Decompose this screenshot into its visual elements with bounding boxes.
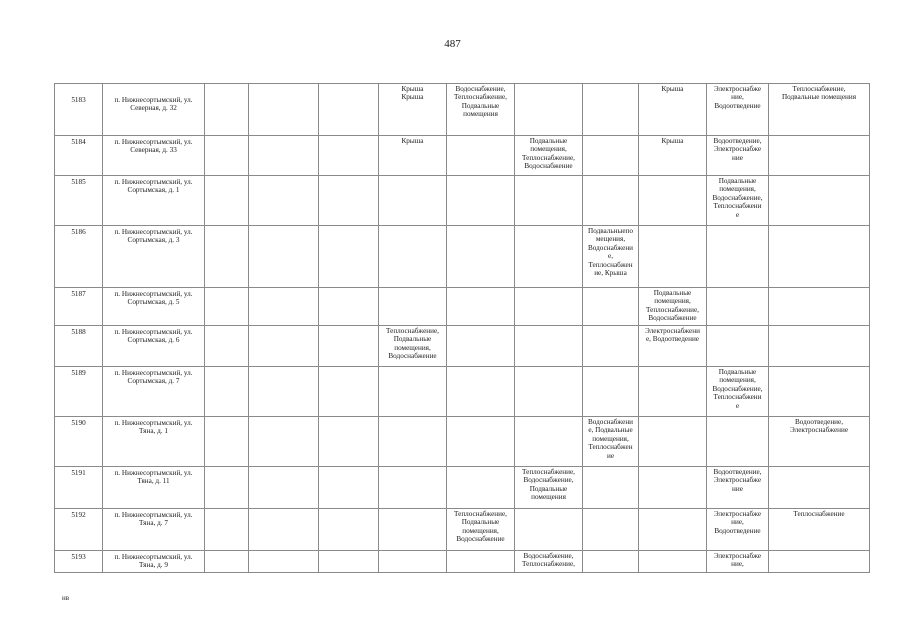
address-cell (103, 84, 205, 136)
work-text: Теплоснабжение (793, 510, 845, 518)
work-text: Теплоснабжение, Подвальные помещения, Водоснабжение (454, 510, 507, 544)
work-cell-col-3 (205, 551, 249, 573)
table-row (55, 176, 870, 226)
work-cell-col-4 (249, 551, 319, 573)
work-cell-col-7 (447, 367, 515, 417)
work-cell-col-6 (379, 509, 447, 551)
work-text: Подвальные помещения, Теплоснабжение, Водоснабжение (646, 289, 699, 323)
work-cell-col-3 (205, 226, 249, 288)
work-cell-col-3 (205, 367, 249, 417)
work-text: Водоотведение, Электроснабже ние (713, 137, 762, 162)
row-number: 5185 (55, 176, 103, 226)
work-cell-col-8 (515, 509, 583, 551)
work-cell-col-7 (447, 417, 515, 467)
work-cell-col-12 (769, 288, 870, 326)
work-cell-col-10 (639, 176, 707, 226)
address-text: п. Нижнесортымский, ул. Сортымская, д. 1 (114, 178, 193, 195)
row-number: 5190 (55, 417, 103, 467)
work-cell-col-4 (249, 417, 319, 467)
work-cell-col-4 (249, 509, 319, 551)
work-cell-col-8 (515, 136, 583, 176)
work-cell-col-3 (205, 136, 249, 176)
table-row (55, 226, 870, 288)
address-text: п. Нижнесортымский, ул. Тяна, д. 11 (114, 469, 193, 486)
table-row (55, 288, 870, 326)
work-cell-col-11 (707, 417, 769, 467)
work-cell-col-11 (707, 136, 769, 176)
work-cell-col-8 (515, 417, 583, 467)
work-cell-col-4 (249, 176, 319, 226)
work-cell-col-5 (319, 509, 379, 551)
work-cell-col-9 (583, 509, 639, 551)
work-cell-col-3 (205, 467, 249, 509)
work-cell-col-4 (249, 367, 319, 417)
work-cell-col-5 (319, 226, 379, 288)
table-row (55, 136, 870, 176)
work-cell-col-11 (707, 467, 769, 509)
work-text: Подвальные помещения, Теплоснабжение, Водоснабжение (522, 137, 575, 171)
work-cell-col-10 (639, 136, 707, 176)
work-cell-col-3 (205, 417, 249, 467)
work-text: Крыша Крыша (401, 85, 424, 102)
work-cell-col-12 (769, 467, 870, 509)
work-cell-col-8 (515, 326, 583, 367)
work-text: Подвальные помещения, Водоснабжение, Теплоснабжени е (712, 368, 763, 410)
work-cell-col-11 (707, 288, 769, 326)
work-text: Теплоснабжение, Подвальные помещения, Водоснабжение (386, 327, 439, 361)
row-number: 5184 (55, 136, 103, 176)
work-cell-col-7 (447, 288, 515, 326)
work-cell-col-12 (769, 509, 870, 551)
work-cell-col-6 (379, 326, 447, 367)
work-cell-col-8 (515, 467, 583, 509)
work-text: Электроснабжени е, Водоотведение (645, 327, 700, 344)
work-text: Водоснабжение, Теплоснабжение, (522, 552, 575, 569)
work-cell-col-4 (249, 226, 319, 288)
work-cell-col-12 (769, 176, 870, 226)
work-cell-col-10 (639, 417, 707, 467)
address-text: п. Нижнесортымский, ул. Сортымская, д. 3 (114, 228, 193, 245)
work-cell-col-9 (583, 226, 639, 288)
work-cell-col-9 (583, 417, 639, 467)
work-cell-col-6 (379, 417, 447, 467)
table-row (55, 84, 870, 136)
footer-mark: нв (62, 594, 70, 602)
address-cell (103, 367, 205, 417)
work-cell-col-6 (379, 288, 447, 326)
work-cell-col-9 (583, 136, 639, 176)
work-cell-col-5 (319, 467, 379, 509)
address-cell (103, 467, 205, 509)
work-text: Подвальные помещения, Водоснабжение, Теплоснабжени е (712, 177, 763, 219)
work-cell-col-5 (319, 84, 379, 136)
row-number: 5191 (55, 467, 103, 509)
work-cell-col-4 (249, 136, 319, 176)
row-number: 5193 (55, 551, 103, 573)
work-cell-col-6 (379, 176, 447, 226)
work-text: Подвальныепо мещения, Водоснабжени е, Теплоснабжен ие, Крыша (587, 227, 634, 278)
work-cell-col-11 (707, 226, 769, 288)
work-cell-col-7 (447, 509, 515, 551)
work-cell-col-12 (769, 551, 870, 573)
work-cell-col-3 (205, 509, 249, 551)
work-cell-col-5 (319, 136, 379, 176)
work-cell-col-10 (639, 509, 707, 551)
work-cell-col-10 (639, 288, 707, 326)
work-cell-col-4 (249, 84, 319, 136)
work-cell-col-7 (447, 84, 515, 136)
address-text: п. Нижнесортымский, ул. Сортымская, д. 7 (114, 369, 193, 386)
work-cell-col-5 (319, 367, 379, 417)
work-cell-col-3 (205, 326, 249, 367)
work-cell-col-8 (515, 367, 583, 417)
work-cell-col-6 (379, 467, 447, 509)
work-cell-col-5 (319, 326, 379, 367)
work-cell-col-7 (447, 136, 515, 176)
address-cell (103, 509, 205, 551)
work-cell-col-4 (249, 326, 319, 367)
address-cell (103, 551, 205, 573)
work-cell-col-11 (707, 367, 769, 417)
address-cell (103, 417, 205, 467)
work-cell-col-8 (515, 176, 583, 226)
work-cell-col-12 (769, 326, 870, 367)
work-cell-col-9 (583, 367, 639, 417)
work-text: Теплоснабжение, Подвальные помещения (781, 85, 857, 102)
work-text: Крыша (661, 137, 684, 145)
table-row (55, 467, 870, 509)
work-cell-col-8 (515, 84, 583, 136)
address-text: п. Нижнесортымский, ул. Северная, д. 32 (114, 96, 193, 113)
row-number: 5187 (55, 288, 103, 326)
work-cell-col-7 (447, 551, 515, 573)
work-cell-col-12 (769, 226, 870, 288)
work-cell-col-9 (583, 176, 639, 226)
work-cell-col-10 (639, 326, 707, 367)
work-cell-col-8 (515, 288, 583, 326)
work-cell-col-6 (379, 367, 447, 417)
work-cell-col-7 (447, 176, 515, 226)
work-cell-col-9 (583, 326, 639, 367)
work-cell-col-7 (447, 467, 515, 509)
work-cell-col-11 (707, 176, 769, 226)
address-cell (103, 176, 205, 226)
work-cell-col-5 (319, 176, 379, 226)
work-cell-col-3 (205, 176, 249, 226)
row-number: 5183 (55, 84, 103, 136)
work-cell-col-10 (639, 226, 707, 288)
work-text: Водоотведение, Электроснабжение (789, 418, 849, 435)
work-cell-col-6 (379, 551, 447, 573)
work-cell-col-9 (583, 288, 639, 326)
row-number: 5189 (55, 367, 103, 417)
address-text: п. Нижнесортымский, ул. Сортымская, д. 5 (114, 290, 193, 307)
work-text: Водоотведение, Электроснабже ние (713, 468, 762, 493)
work-cell-col-11 (707, 84, 769, 136)
row-number: 5186 (55, 226, 103, 288)
address-text: п. Нижнесортымский, ул. Северная, д. 33 (114, 138, 193, 155)
work-text: Водоснабжение, Теплоснабжение, Подвальные помещения (454, 85, 507, 119)
work-text: Крыша (401, 137, 424, 145)
work-cell-col-4 (249, 467, 319, 509)
address-text: п. Нижнесортымский, ул. Тяна, д. 1 (114, 419, 193, 436)
work-text: Электроснабже ние, Водоотведение (713, 510, 762, 535)
work-cell-col-6 (379, 136, 447, 176)
work-cell-col-12 (769, 84, 870, 136)
work-cell-col-11 (707, 551, 769, 573)
page-number: 487 (444, 38, 461, 50)
address-cell (103, 136, 205, 176)
table-row (55, 417, 870, 467)
work-cell-col-9 (583, 84, 639, 136)
work-cell-col-6 (379, 226, 447, 288)
work-text: Электроснабже ние, Водоотведение (713, 85, 762, 110)
table-row (55, 509, 870, 551)
work-cell-col-5 (319, 551, 379, 573)
work-cell-col-5 (319, 417, 379, 467)
table-row (55, 326, 870, 367)
table-row (55, 367, 870, 417)
work-cell-col-8 (515, 551, 583, 573)
table-row (55, 551, 870, 573)
work-cell-col-7 (447, 226, 515, 288)
work-cell-col-12 (769, 136, 870, 176)
work-cell-col-11 (707, 326, 769, 367)
work-cell-col-6 (379, 84, 447, 136)
repair-schedule-table (54, 83, 870, 573)
work-cell-col-9 (583, 467, 639, 509)
address-text: п. Нижнесортымский, ул. Тяна, д. 9 (114, 553, 193, 570)
work-cell-col-12 (769, 417, 870, 467)
work-text: Водоснабжени е, Подвальные помещения, Теплоснабжен ие (587, 418, 634, 460)
work-cell-col-5 (319, 288, 379, 326)
work-cell-col-12 (769, 367, 870, 417)
work-text: Электроснабже ние, (713, 552, 762, 569)
work-text: Крыша (661, 85, 684, 93)
work-cell-col-10 (639, 367, 707, 417)
address-cell (103, 288, 205, 326)
address-cell (103, 326, 205, 367)
work-cell-col-3 (205, 288, 249, 326)
work-cell-col-9 (583, 551, 639, 573)
row-number: 5192 (55, 509, 103, 551)
work-cell-col-3 (205, 84, 249, 136)
work-cell-col-10 (639, 551, 707, 573)
work-cell-col-10 (639, 84, 707, 136)
work-cell-col-10 (639, 467, 707, 509)
address-text: п. Нижнесортымский, ул. Сортымская, д. 6 (114, 328, 193, 345)
work-cell-col-11 (707, 509, 769, 551)
row-number: 5188 (55, 326, 103, 367)
work-cell-col-8 (515, 226, 583, 288)
work-cell-col-4 (249, 288, 319, 326)
work-text: Теплоснабжение, Водоснабжение, Подвальные помещения (522, 468, 575, 502)
work-cell-col-7 (447, 326, 515, 367)
address-text: п. Нижнесортымский, ул. Тяна, д. 7 (114, 511, 193, 528)
address-cell (103, 226, 205, 288)
